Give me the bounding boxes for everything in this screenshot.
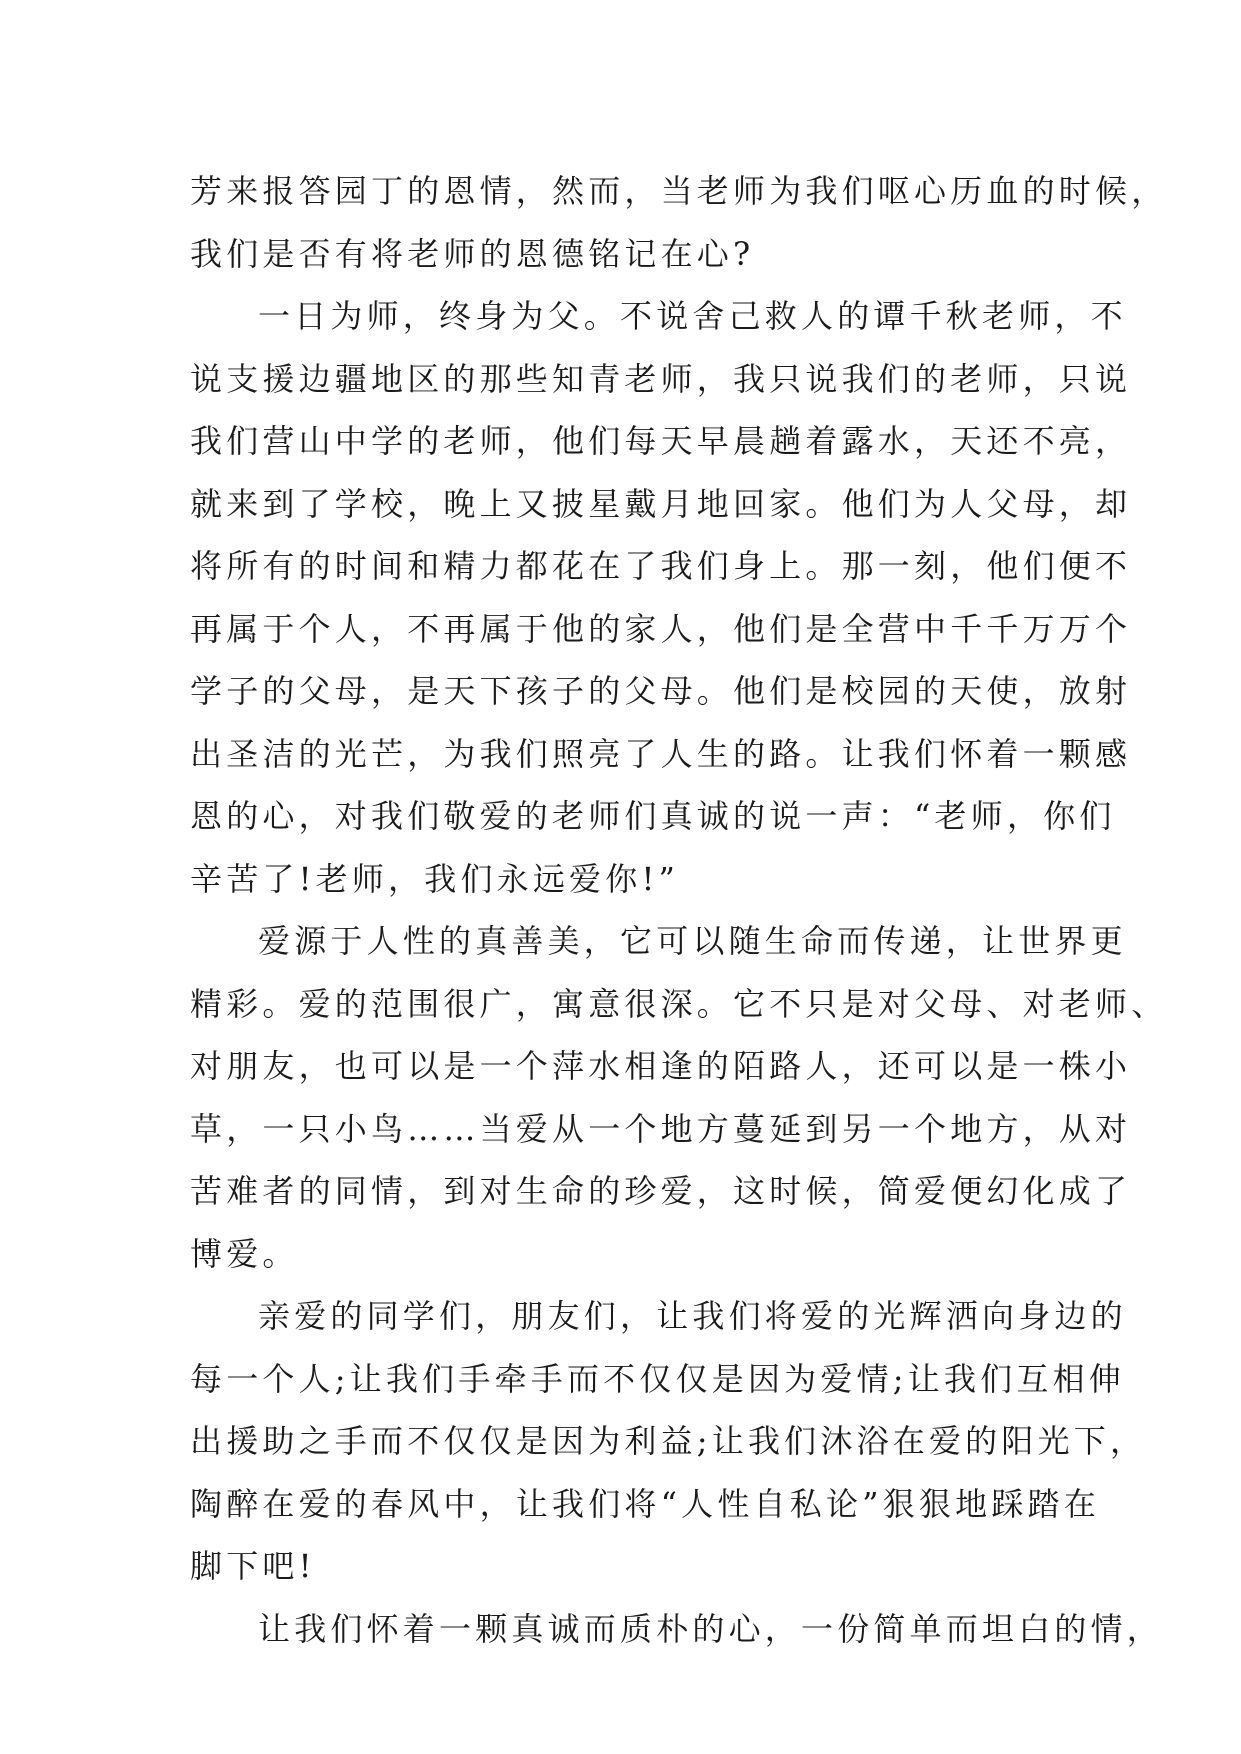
text-line: 亲爱的同学们，朋友们，让我们将爱的光辉洒向身边的 <box>258 1297 1127 1335</box>
text-line: 芳来报答园丁的恩情，然而，当老师为我们呕心历血的时候， <box>190 172 1168 210</box>
paragraph-1 <box>190 160 1168 285</box>
text-line: 每一个人;让我们手牵手而不仅仅是因为爱情;让我们互相伸 <box>190 1359 1125 1398</box>
text-line: 爱源于人性的真善美，它可以随生命而传递，让世界更 <box>258 922 1127 960</box>
text-line: 精彩。爱的范围很广，寓意很深。它不只是对父母、对老师、 <box>190 984 1168 1023</box>
text-line: 再属于个人，不再属于他的家人，他们是全营中千千万万个 <box>190 609 1132 648</box>
text-line: 草，一只小鸟……当爱从一个地方蔓延到另一个地方，从对 <box>190 1109 1132 1148</box>
text-line: 将所有的时间和精力都花在了我们身上。那一刻，他们便不 <box>190 547 1132 585</box>
text-line: 出圣洁的光芒，为我们照亮了人生的路。让我们怀着一颗感 <box>190 734 1132 773</box>
text-line: 说支援边疆地区的那些知青老师，我只说我们的老师，只说 <box>190 359 1132 398</box>
text-line: 恩的心，对我们敬爱的老师们真诚的说一声：“老师，你们 <box>190 797 1116 835</box>
text-line: 辛苦了!老师，我们永远爱你!” <box>190 859 680 898</box>
paragraph-2 <box>190 285 1132 910</box>
text-line: 学子的父母，是天下孩子的父母。他们是校园的天使，放射 <box>190 672 1132 710</box>
text-line: 我们营山中学的老师，他们每天早晨趟着露水，天还不亮， <box>190 422 1132 460</box>
text-line: 苦难者的同情，到对生命的珍爱，这时候，简爱便幻化成了 <box>190 1172 1132 1210</box>
text-line: 一日为师，终身为父。不说舍己救人的谭千秋老师，不 <box>258 297 1127 335</box>
document-body <box>190 160 1168 1660</box>
text-line: 博爱。 <box>190 1234 299 1273</box>
text-line: 脚下吧! <box>190 1547 316 1585</box>
paragraph-4 <box>190 1285 1147 1598</box>
text-line: 出援助之手而不仅仅是因为利益;让我们沐浴在爱的阳光下， <box>190 1422 1147 1460</box>
paragraph-5 <box>190 1598 1164 1661</box>
text-line: 陶醉在爱的春风中，让我们将“人性自私论”狠狠地踩踏在 <box>190 1484 1100 1523</box>
paragraph-3 <box>190 910 1168 1285</box>
text-line: 我们是否有将老师的恩德铭记在心? <box>190 234 755 273</box>
text-line: 就来到了学校，晚上又披星戴月地回家。他们为人父母，却 <box>190 484 1132 523</box>
text-line: 对朋友，也可以是一个萍水相逢的陌路人，还可以是一株小 <box>190 1047 1132 1085</box>
text-line: 让我们怀着一颗真诚而质朴的心，一份简单而坦白的情， <box>258 1609 1164 1648</box>
